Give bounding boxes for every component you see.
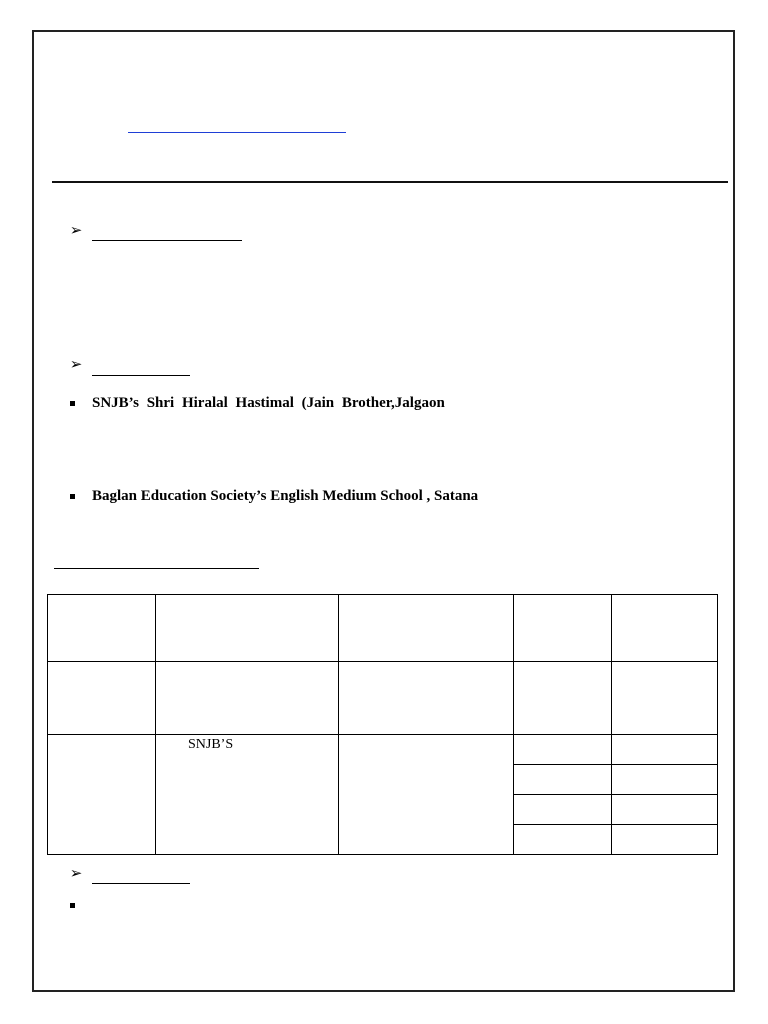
table-row xyxy=(48,662,718,734)
section-heading-underline-2 xyxy=(92,375,190,376)
table-cell xyxy=(514,824,612,854)
section-heading-underline-1 xyxy=(92,240,242,241)
arrow-bullet-icon: ➢ xyxy=(69,223,83,239)
arrow-bullet-icon: ➢ xyxy=(69,866,83,882)
institute-cell-text: SNJB’S xyxy=(188,736,234,752)
table-cell xyxy=(612,595,718,662)
table-row xyxy=(48,595,718,662)
square-bullet-icon xyxy=(70,903,75,908)
arrow-bullet-icon: ➢ xyxy=(69,357,83,373)
education-item-2: Baglan Education Society’s English Medium School , Satana xyxy=(92,488,479,504)
square-bullet-icon xyxy=(70,494,75,499)
table-heading-underline xyxy=(54,568,259,569)
qualification-table xyxy=(47,594,718,855)
table-cell xyxy=(514,595,612,662)
table-cell xyxy=(612,794,718,824)
education-item-1: SNJB’s Shri Hiralal Hastimal (Jain Brother,Jalgaon xyxy=(92,395,445,411)
table-cell xyxy=(514,764,612,794)
email-link-underline[interactable] xyxy=(128,132,346,133)
table-cell xyxy=(339,734,514,854)
table-cell xyxy=(612,662,718,734)
table-cell xyxy=(612,764,718,794)
table-cell xyxy=(48,595,156,662)
table-row xyxy=(48,734,718,764)
table-cell xyxy=(514,662,612,734)
table-cell xyxy=(339,662,514,734)
header-divider xyxy=(52,181,728,183)
table-cell xyxy=(612,824,718,854)
section-heading-underline-3 xyxy=(92,883,190,884)
table-cell xyxy=(339,595,514,662)
table-cell xyxy=(156,662,339,734)
table-cell xyxy=(514,734,612,764)
table-cell xyxy=(156,595,339,662)
table-cell xyxy=(156,734,339,854)
square-bullet-icon xyxy=(70,401,75,406)
table-cell xyxy=(48,662,156,734)
table-cell xyxy=(514,794,612,824)
table-cell xyxy=(48,734,156,854)
table-cell xyxy=(612,734,718,764)
